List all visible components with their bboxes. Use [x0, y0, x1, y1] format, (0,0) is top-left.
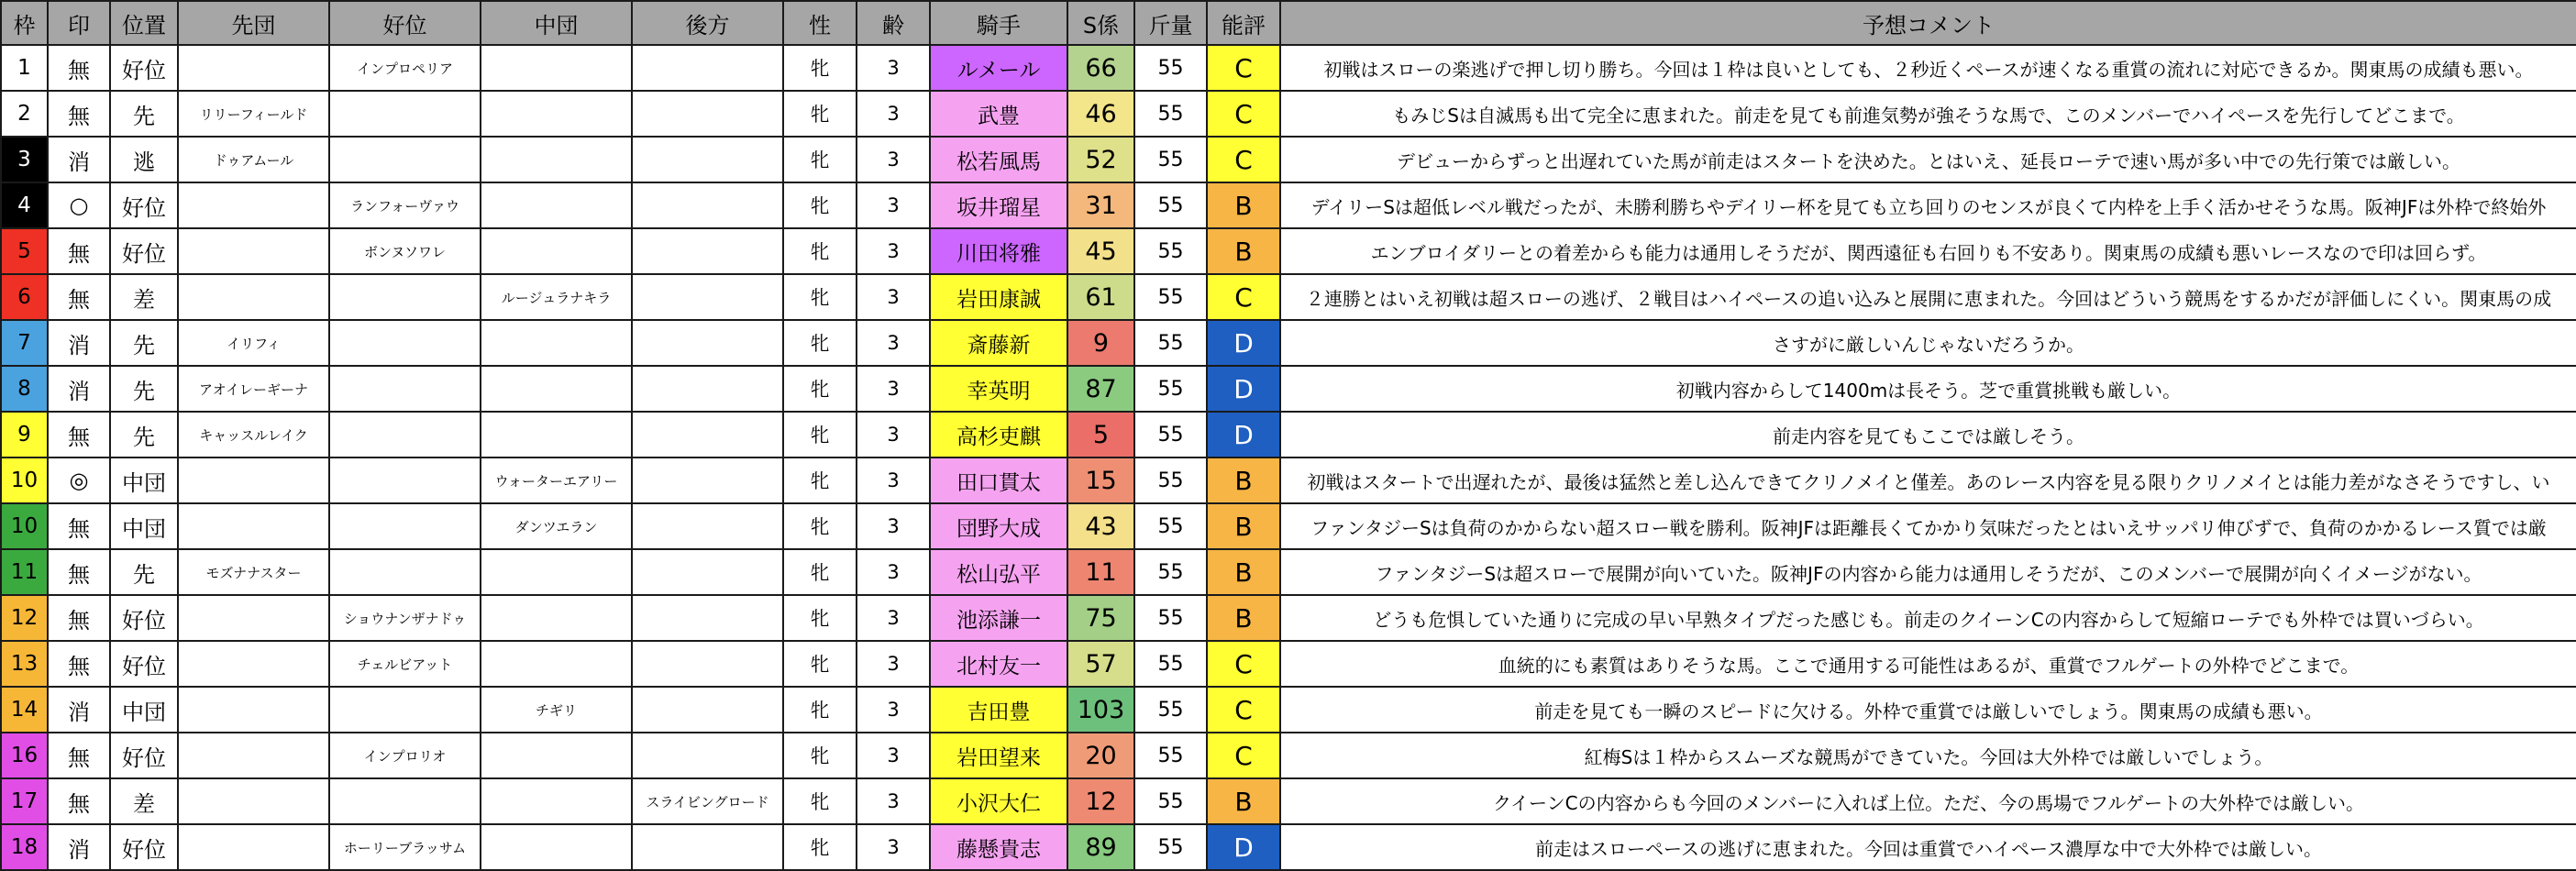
rating-badge: B	[1207, 228, 1280, 274]
horse-name: インプロリオ	[329, 733, 481, 778]
comment-cell: 血統的にも素質はありそうな馬。ここで通用する可能性はあるが、重賞でフルゲートの外枠でどこまで。	[1280, 641, 2576, 687]
rating-badge: C	[1207, 641, 1280, 687]
sex-cell: 牝	[783, 595, 857, 641]
empty-cell	[178, 595, 329, 641]
jockey-cell: 高杉吏麒	[930, 412, 1067, 458]
waku-cell: 11	[1, 549, 48, 595]
horse-name: ダンツエラン	[481, 503, 632, 549]
position-cell: 好位	[110, 641, 178, 687]
empty-cell	[481, 641, 632, 687]
jockey-cell: 松山弘平	[930, 549, 1067, 595]
mark-cell: 消	[48, 687, 110, 733]
mark-cell: 無	[48, 549, 110, 595]
rating-badge: C	[1207, 274, 1280, 320]
jockey-cell: 田口貫太	[930, 458, 1067, 503]
weight-cell: 55	[1134, 778, 1207, 824]
empty-cell	[632, 91, 783, 137]
mark-cell: 無	[48, 228, 110, 274]
speed-index-cell: 20	[1067, 733, 1134, 778]
empty-cell	[329, 412, 481, 458]
empty-cell	[329, 274, 481, 320]
position-cell: 先	[110, 320, 178, 366]
header-speed-index: S係	[1067, 1, 1134, 45]
waku-cell: 12	[1, 595, 48, 641]
mark-cell: ○	[48, 182, 110, 228]
jockey-cell: 小沢大仁	[930, 778, 1067, 824]
waku-cell: 4	[1, 182, 48, 228]
empty-cell	[329, 366, 481, 412]
waku-cell: 6	[1, 274, 48, 320]
empty-cell	[178, 458, 329, 503]
table-row	[1, 91, 2576, 137]
jockey-cell: 岩田望来	[930, 733, 1067, 778]
header-age: 齢	[857, 1, 930, 45]
weight-cell: 55	[1134, 91, 1207, 137]
empty-cell	[481, 137, 632, 182]
table-row	[1, 182, 2576, 228]
comment-cell: ファンタジーSは負荷のかからない超スロー戦を勝利。阪神JFは距離長くてかかり気味だったとはいえサッパリ伸びずで、負荷のかかるレース質では厳	[1280, 503, 2576, 549]
horse-name: ルージュラナキラ	[481, 274, 632, 320]
sex-cell: 牝	[783, 91, 857, 137]
empty-cell	[632, 549, 783, 595]
empty-cell	[178, 687, 329, 733]
empty-cell	[329, 137, 481, 182]
empty-cell	[481, 182, 632, 228]
rating-badge: B	[1207, 503, 1280, 549]
table-row	[1, 641, 2576, 687]
speed-index-cell: 9	[1067, 320, 1134, 366]
waku-cell: 16	[1, 733, 48, 778]
speed-index-cell: 87	[1067, 366, 1134, 412]
speed-index-cell: 11	[1067, 549, 1134, 595]
jockey-cell: 武豊	[930, 91, 1067, 137]
empty-cell	[632, 412, 783, 458]
header-comment: 予想コメント	[1280, 1, 2576, 45]
table-row	[1, 549, 2576, 595]
table-row	[1, 824, 2576, 870]
rating-badge: D	[1207, 412, 1280, 458]
age-cell: 3	[857, 458, 930, 503]
position-cell: 差	[110, 778, 178, 824]
comment-cell: 初戦はスタートで出遅れたが、最後は猛然と差し込んできてクリノメイと僅差。あのレース内容を見る限りクリノメイとは能力差がなさそうですし、い	[1280, 458, 2576, 503]
empty-cell	[632, 182, 783, 228]
sex-cell: 牝	[783, 320, 857, 366]
speed-index-cell: 31	[1067, 182, 1134, 228]
table-row	[1, 137, 2576, 182]
rating-badge: B	[1207, 182, 1280, 228]
waku-cell: 14	[1, 687, 48, 733]
table-row	[1, 366, 2576, 412]
rating-badge: B	[1207, 595, 1280, 641]
table-row	[1, 45, 2576, 91]
header-stalker-group: 好位	[329, 1, 481, 45]
header-jockey: 騎手	[930, 1, 1067, 45]
position-cell: 好位	[110, 228, 178, 274]
empty-cell	[481, 412, 632, 458]
table-row	[1, 320, 2576, 366]
comment-cell: エンブロイダリーとの着差からも能力は通用しそうだが、関西遠征も右回りも不安あり。関東馬の成績も悪いレースなので印は回らず。	[1280, 228, 2576, 274]
horse-name: インプロペリア	[329, 45, 481, 91]
waku-cell: 3	[1, 137, 48, 182]
empty-cell	[329, 778, 481, 824]
position-cell: 差	[110, 274, 178, 320]
header-sex: 性	[783, 1, 857, 45]
table-row	[1, 274, 2576, 320]
position-cell: 先	[110, 366, 178, 412]
weight-cell: 55	[1134, 182, 1207, 228]
weight-cell: 55	[1134, 458, 1207, 503]
jockey-cell: 北村友一	[930, 641, 1067, 687]
comment-cell: 前走はスローペースの逃げに恵まれた。今回は重賞でハイペース濃厚な中で大外枠では厳しい。	[1280, 824, 2576, 870]
speed-index-cell: 45	[1067, 228, 1134, 274]
comment-cell: デイリーSは超低レベル戦だったが、未勝利勝ちやデイリー杯を見ても立ち回りのセンスが良くて内枠を上手く活かせそうな馬。阪神JFは外枠で終始外	[1280, 182, 2576, 228]
sex-cell: 牝	[783, 549, 857, 595]
table-row	[1, 228, 2576, 274]
jockey-cell: 松若風馬	[930, 137, 1067, 182]
comment-cell: 紅梅Sは１枠からスムーズな競馬ができていた。今回は大外枠では厳しいでしょう。	[1280, 733, 2576, 778]
age-cell: 3	[857, 91, 930, 137]
weight-cell: 55	[1134, 733, 1207, 778]
age-cell: 3	[857, 412, 930, 458]
rating-badge: C	[1207, 733, 1280, 778]
mark-cell: 無	[48, 778, 110, 824]
position-cell: 好位	[110, 45, 178, 91]
age-cell: 3	[857, 366, 930, 412]
sex-cell: 牝	[783, 458, 857, 503]
waku-cell: 18	[1, 824, 48, 870]
waku-cell: 7	[1, 320, 48, 366]
empty-cell	[178, 274, 329, 320]
position-cell: 逃	[110, 137, 178, 182]
rating-badge: C	[1207, 91, 1280, 137]
empty-cell	[632, 45, 783, 91]
empty-cell	[481, 733, 632, 778]
age-cell: 3	[857, 824, 930, 870]
age-cell: 3	[857, 45, 930, 91]
weight-cell: 55	[1134, 549, 1207, 595]
table-body	[1, 45, 2576, 870]
speed-index-cell: 15	[1067, 458, 1134, 503]
rating-badge: C	[1207, 687, 1280, 733]
weight-cell: 55	[1134, 412, 1207, 458]
header-weight: 斤量	[1134, 1, 1207, 45]
header-row	[1, 1, 2576, 45]
waku-cell: 13	[1, 641, 48, 687]
position-cell: 中団	[110, 503, 178, 549]
header-rating: 能評	[1207, 1, 1280, 45]
jockey-cell: 斎藤新	[930, 320, 1067, 366]
horse-name: キャッスルレイク	[178, 412, 329, 458]
jockey-cell: 団野大成	[930, 503, 1067, 549]
table-row	[1, 458, 2576, 503]
sex-cell: 牝	[783, 45, 857, 91]
empty-cell	[329, 549, 481, 595]
position-cell: 先	[110, 412, 178, 458]
empty-cell	[632, 641, 783, 687]
horse-name: ホーリーブラッサム	[329, 824, 481, 870]
empty-cell	[329, 91, 481, 137]
empty-cell	[481, 595, 632, 641]
table-row	[1, 778, 2576, 824]
empty-cell	[481, 778, 632, 824]
sex-cell: 牝	[783, 182, 857, 228]
comment-cell: ファンタジーSは超スローで展開が向いていた。阪神JFの内容から能力は通用しそうだが、このメンバーで展開が向くイメージがない。	[1280, 549, 2576, 595]
position-cell: 好位	[110, 182, 178, 228]
empty-cell	[632, 320, 783, 366]
speed-index-cell: 57	[1067, 641, 1134, 687]
mark-cell: 消	[48, 366, 110, 412]
header-front-group: 先団	[178, 1, 329, 45]
sex-cell: 牝	[783, 778, 857, 824]
age-cell: 3	[857, 274, 930, 320]
header-position: 位置	[110, 1, 178, 45]
weight-cell: 55	[1134, 320, 1207, 366]
sex-cell: 牝	[783, 228, 857, 274]
speed-index-cell: 46	[1067, 91, 1134, 137]
empty-cell	[632, 733, 783, 778]
waku-cell: 5	[1, 228, 48, 274]
rating-badge: B	[1207, 778, 1280, 824]
empty-cell	[329, 320, 481, 366]
empty-cell	[481, 91, 632, 137]
weight-cell: 55	[1134, 137, 1207, 182]
speed-index-cell: 66	[1067, 45, 1134, 91]
jockey-cell: 岩田康誠	[930, 274, 1067, 320]
sex-cell: 牝	[783, 687, 857, 733]
jockey-cell: 池添謙一	[930, 595, 1067, 641]
comment-cell: クイーンCの内容からも今回のメンバーに入れば上位。ただ、今の馬場でフルゲートの大外枠では厳しい。	[1280, 778, 2576, 824]
mark-cell: 無	[48, 641, 110, 687]
empty-cell	[632, 274, 783, 320]
weight-cell: 55	[1134, 595, 1207, 641]
jockey-cell: 川田将雅	[930, 228, 1067, 274]
position-cell: 先	[110, 91, 178, 137]
table-row	[1, 733, 2576, 778]
empty-cell	[329, 687, 481, 733]
empty-cell	[481, 228, 632, 274]
weight-cell: 55	[1134, 366, 1207, 412]
rating-badge: B	[1207, 458, 1280, 503]
weight-cell: 55	[1134, 641, 1207, 687]
comment-cell: 初戦はスローの楽逃げで押し切り勝ち。今回は１枠は良いとしても、２秒近くペースが速くなる重賞の流れに対応できるか。関東馬の成績も悪い。	[1280, 45, 2576, 91]
waku-cell: 2	[1, 91, 48, 137]
horse-name: スライビングロード	[632, 778, 783, 824]
age-cell: 3	[857, 182, 930, 228]
mark-cell: 消	[48, 320, 110, 366]
weight-cell: 55	[1134, 687, 1207, 733]
empty-cell	[481, 366, 632, 412]
horse-name: ランフォーヴァウ	[329, 182, 481, 228]
speed-index-cell: 52	[1067, 137, 1134, 182]
comment-cell: デビューからずっと出遅れていた馬が前走はスタートを決めた。とはいえ、延長ローテで速い馬が多い中での先行策では厳しい。	[1280, 137, 2576, 182]
position-cell: 好位	[110, 733, 178, 778]
jockey-cell: ルメール	[930, 45, 1067, 91]
weight-cell: 55	[1134, 274, 1207, 320]
waku-cell: 9	[1, 412, 48, 458]
position-cell: 好位	[110, 824, 178, 870]
horse-name: イリフィ	[178, 320, 329, 366]
jockey-cell: 坂井瑠星	[930, 182, 1067, 228]
speed-index-cell: 103	[1067, 687, 1134, 733]
empty-cell	[481, 45, 632, 91]
table-row	[1, 687, 2576, 733]
empty-cell	[481, 549, 632, 595]
weight-cell: 55	[1134, 824, 1207, 870]
mark-cell: 無	[48, 733, 110, 778]
speed-index-cell: 61	[1067, 274, 1134, 320]
speed-index-cell: 5	[1067, 412, 1134, 458]
empty-cell	[481, 320, 632, 366]
horse-name: アオイレーギーナ	[178, 366, 329, 412]
horse-name: リリーフィールド	[178, 91, 329, 137]
empty-cell	[632, 824, 783, 870]
empty-cell	[178, 824, 329, 870]
sex-cell: 牝	[783, 503, 857, 549]
comment-cell: 前走を見ても一瞬のスピードに欠ける。外枠で重賞では厳しいでしょう。関東馬の成績も悪い。	[1280, 687, 2576, 733]
empty-cell	[178, 778, 329, 824]
waku-cell: 10	[1, 503, 48, 549]
jockey-cell: 藤懸貴志	[930, 824, 1067, 870]
position-cell: 中団	[110, 687, 178, 733]
empty-cell	[178, 503, 329, 549]
age-cell: 3	[857, 687, 930, 733]
header-mid-group: 中団	[481, 1, 632, 45]
empty-cell	[632, 458, 783, 503]
rating-badge: C	[1207, 45, 1280, 91]
weight-cell: 55	[1134, 228, 1207, 274]
table-row	[1, 595, 2576, 641]
speed-index-cell: 89	[1067, 824, 1134, 870]
empty-cell	[632, 137, 783, 182]
empty-cell	[178, 182, 329, 228]
comment-cell: どうも危惧していた通りに完成の早い早熟タイプだった感じも。前走のクイーンCの内容からして短縮ローテでも外枠では買いづらい。	[1280, 595, 2576, 641]
horse-name: ドゥアムール	[178, 137, 329, 182]
waku-cell: 8	[1, 366, 48, 412]
mark-cell: 無	[48, 45, 110, 91]
mark-cell: 消	[48, 824, 110, 870]
mark-cell: 無	[48, 503, 110, 549]
mark-cell: 無	[48, 91, 110, 137]
empty-cell	[178, 228, 329, 274]
mark-cell: ◎	[48, 458, 110, 503]
speed-index-cell: 75	[1067, 595, 1134, 641]
comment-cell: 前走内容を見てもここでは厳しそう。	[1280, 412, 2576, 458]
age-cell: 3	[857, 778, 930, 824]
empty-cell	[632, 503, 783, 549]
speed-index-cell: 12	[1067, 778, 1134, 824]
age-cell: 3	[857, 320, 930, 366]
empty-cell	[178, 45, 329, 91]
age-cell: 3	[857, 641, 930, 687]
empty-cell	[632, 366, 783, 412]
sex-cell: 牝	[783, 824, 857, 870]
horse-name: モズナナスター	[178, 549, 329, 595]
empty-cell	[632, 595, 783, 641]
sex-cell: 牝	[783, 733, 857, 778]
mark-cell: 無	[48, 274, 110, 320]
age-cell: 3	[857, 549, 930, 595]
horse-name: ウォーターエアリー	[481, 458, 632, 503]
sex-cell: 牝	[783, 137, 857, 182]
waku-cell: 10	[1, 458, 48, 503]
header-waku: 枠	[1, 1, 48, 45]
jockey-cell: 吉田豊	[930, 687, 1067, 733]
weight-cell: 55	[1134, 503, 1207, 549]
rating-badge: C	[1207, 137, 1280, 182]
empty-cell	[178, 641, 329, 687]
age-cell: 3	[857, 228, 930, 274]
age-cell: 3	[857, 137, 930, 182]
mark-cell: 無	[48, 595, 110, 641]
horse-name: チェルビアット	[329, 641, 481, 687]
empty-cell	[178, 733, 329, 778]
empty-cell	[632, 228, 783, 274]
comment-cell: もみじSは自滅馬も出て完全に恵まれた。前走を見ても前進気勢が強そうな馬で、このメンバーでハイペースを先行してどこまで。	[1280, 91, 2576, 137]
horse-name: ボンヌソワレ	[329, 228, 481, 274]
age-cell: 3	[857, 595, 930, 641]
comment-cell: さすがに厳しいんじゃないだろうか。	[1280, 320, 2576, 366]
sex-cell: 牝	[783, 274, 857, 320]
sex-cell: 牝	[783, 641, 857, 687]
rating-badge: D	[1207, 824, 1280, 870]
position-cell: 好位	[110, 595, 178, 641]
mark-cell: 無	[48, 412, 110, 458]
position-cell: 先	[110, 549, 178, 595]
waku-cell: 17	[1, 778, 48, 824]
position-cell: 中団	[110, 458, 178, 503]
speed-index-cell: 43	[1067, 503, 1134, 549]
rating-badge: D	[1207, 320, 1280, 366]
comment-cell: 初戦内容からして1400mは長そう。芝で重賞挑戦も厳しい。	[1280, 366, 2576, 412]
mark-cell: 消	[48, 137, 110, 182]
sex-cell: 牝	[783, 412, 857, 458]
empty-cell	[632, 687, 783, 733]
rating-badge: D	[1207, 366, 1280, 412]
age-cell: 3	[857, 503, 930, 549]
comment-cell: ２連勝とはいえ初戦は超スローの逃げ、２戦目はハイペースの追い込みと展開に恵まれた。今回はどういう競馬をするかだが評価しにくい。関東馬の成	[1280, 274, 2576, 320]
horse-name: チギリ	[481, 687, 632, 733]
rating-badge: B	[1207, 549, 1280, 595]
header-rear-group: 後方	[632, 1, 783, 45]
horse-name: ショウナンザナドゥ	[329, 595, 481, 641]
age-cell: 3	[857, 733, 930, 778]
empty-cell	[329, 503, 481, 549]
weight-cell: 55	[1134, 45, 1207, 91]
sex-cell: 牝	[783, 366, 857, 412]
table-row	[1, 412, 2576, 458]
table-row	[1, 503, 2576, 549]
header-mark: 印	[48, 1, 110, 45]
waku-cell: 1	[1, 45, 48, 91]
jockey-cell: 幸英明	[930, 366, 1067, 412]
empty-cell	[481, 824, 632, 870]
empty-cell	[329, 458, 481, 503]
